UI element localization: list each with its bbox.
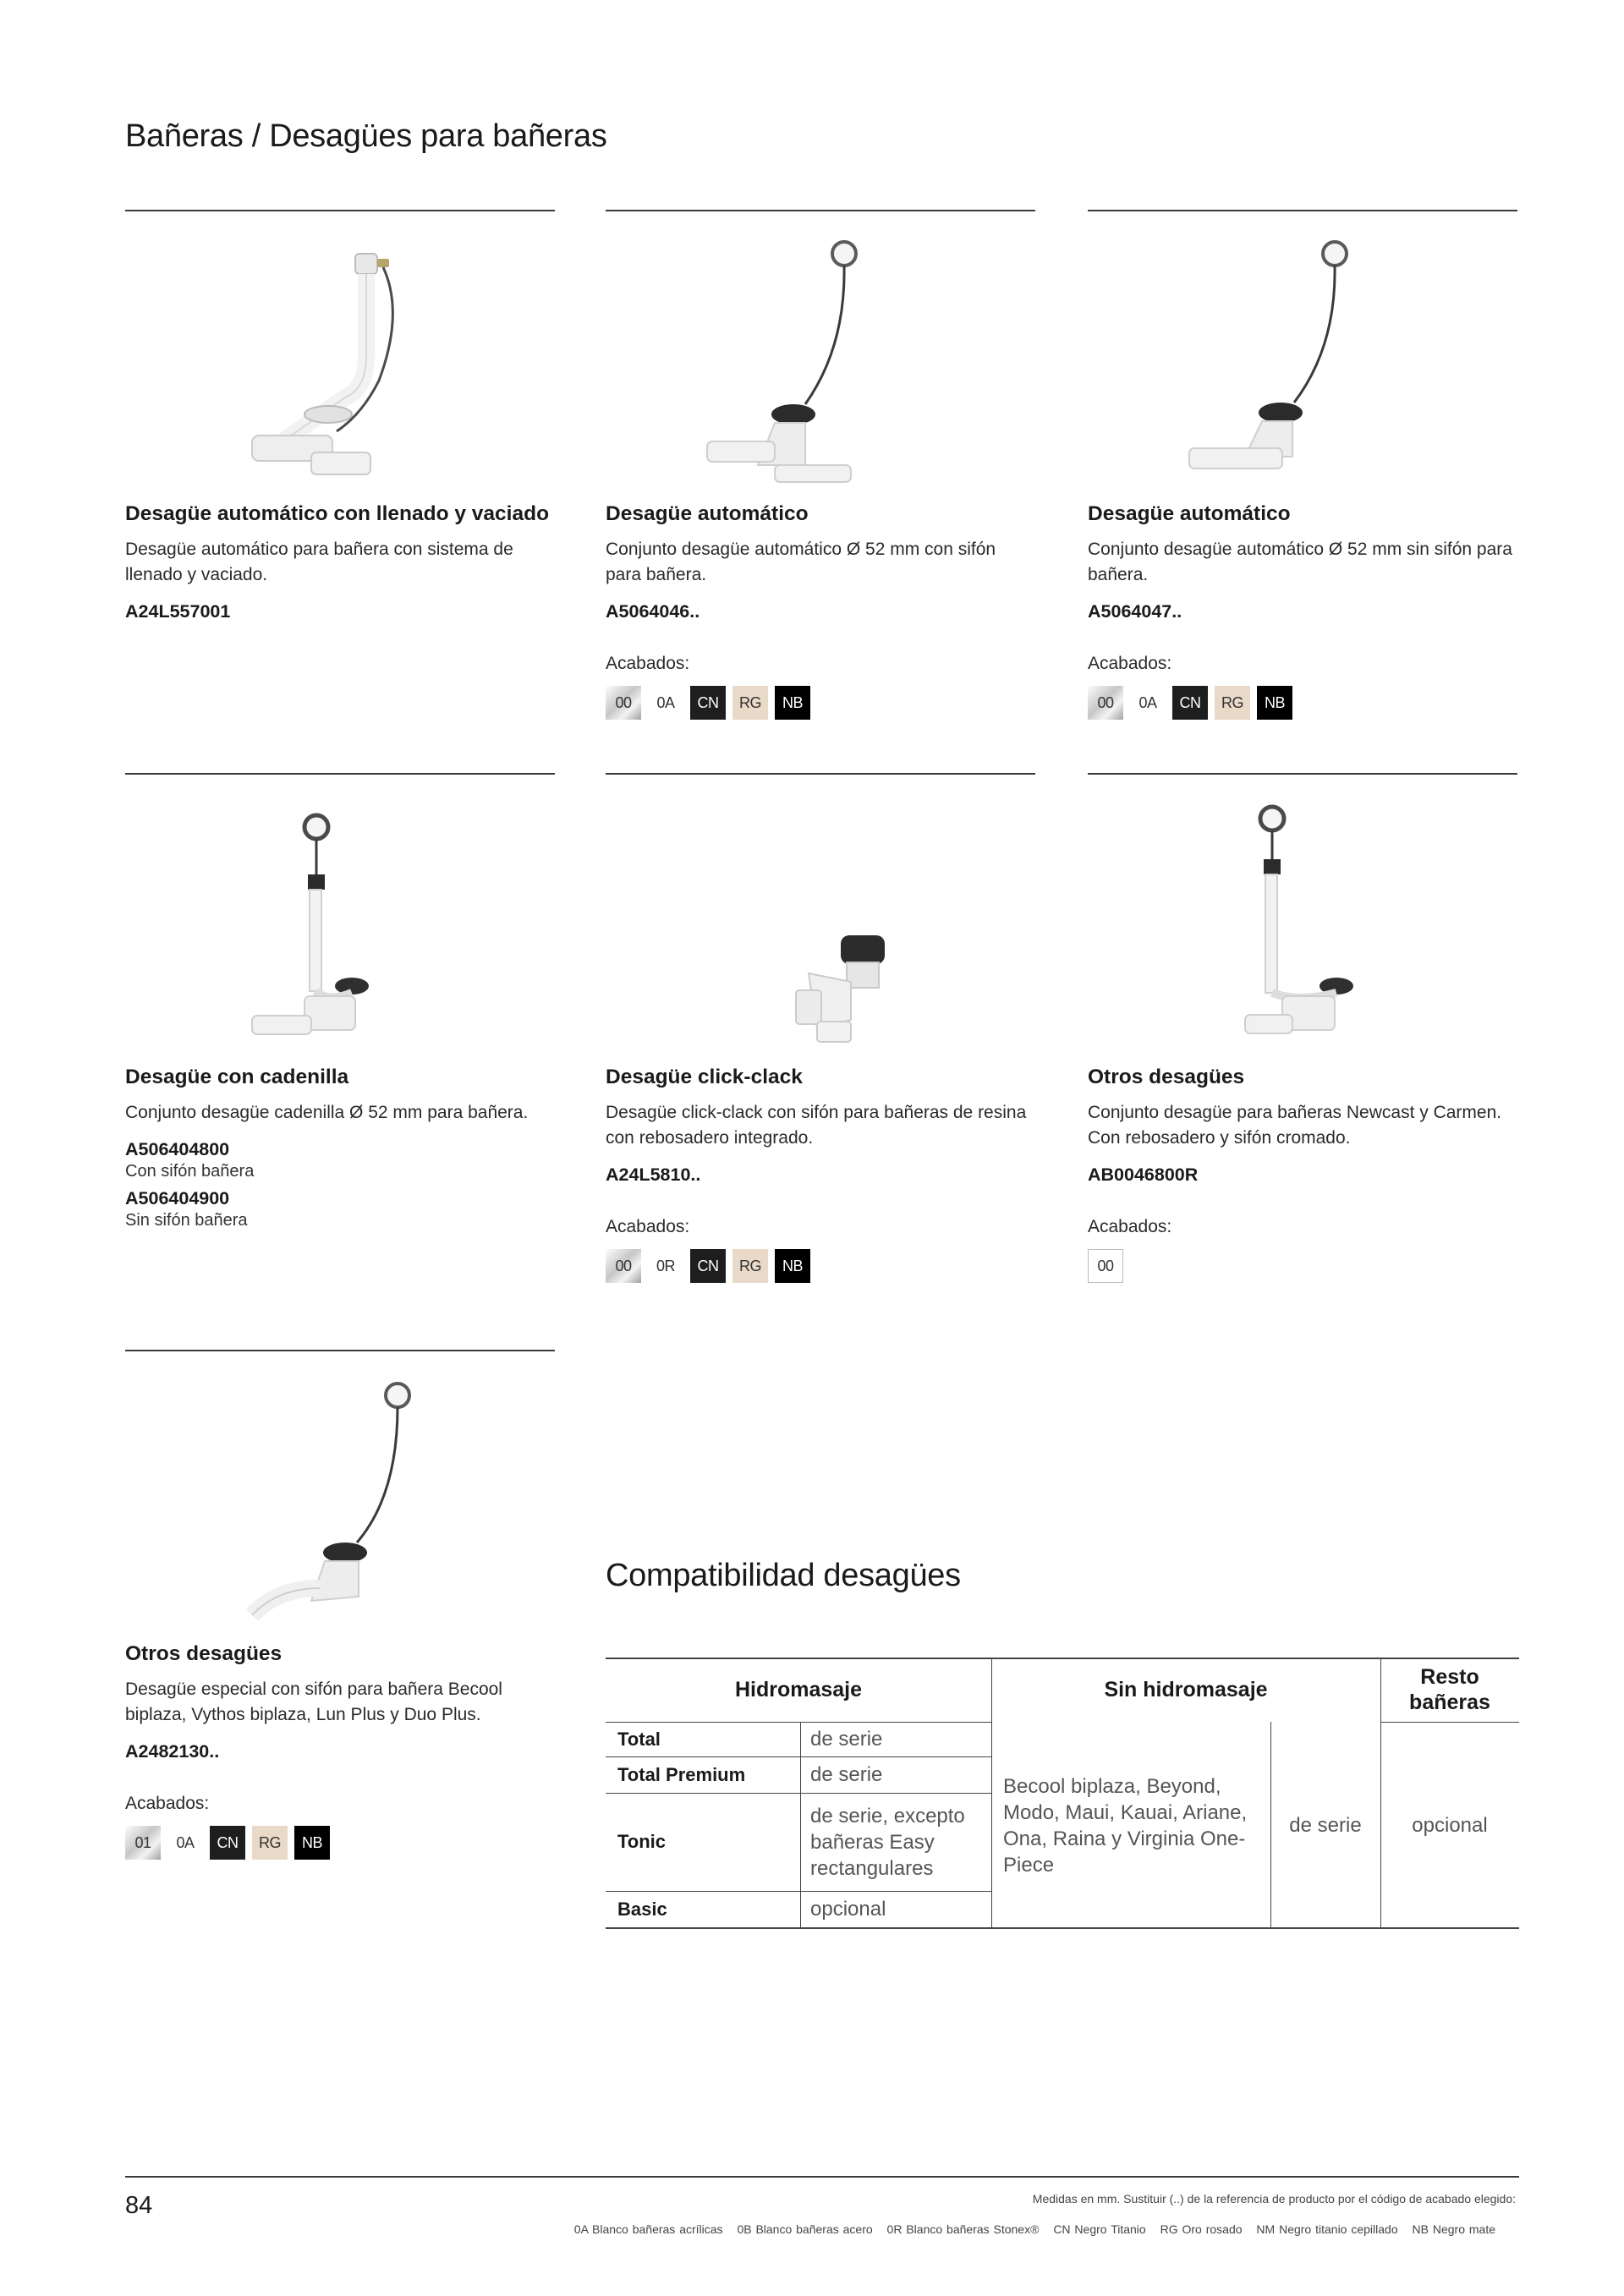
legend-item: 0R Blanco bañeras Stonex® [886, 2222, 1040, 2236]
legend-item: RG Oro rosado [1160, 2222, 1243, 2236]
finish-swatch-chrome: 00 [606, 686, 641, 720]
legend-item: NM Negro titanio cepillado [1256, 2222, 1398, 2236]
finishes-label: Acabados: [606, 654, 690, 673]
finish-swatches [606, 1249, 1035, 1283]
finishes-label: Acabados: [606, 1217, 690, 1236]
finish-swatch-white: 0A [648, 686, 683, 720]
finish-swatches [1088, 1249, 1517, 1283]
product-title: Otros desagües [125, 1642, 283, 1665]
product-image-click-clack-drain [606, 775, 1035, 1054]
finish-swatches [606, 686, 1035, 720]
product-description: Conjunto desagüe para bañeras Newcast y Carmen. Con rebosadero y sifón cromado. [1088, 1103, 1502, 1148]
product-title: Desagüe con cadenilla [125, 1066, 349, 1088]
finish-swatch-white: 0A [167, 1826, 203, 1860]
legend-item: 0B Blanco bañeras acero [737, 2222, 873, 2236]
finish-swatch-matte-black: NB [775, 686, 810, 720]
product-title: Desagüe automático [606, 502, 809, 525]
resto-baneras-value: opcional [1412, 1813, 1488, 1837]
finish-swatches [1088, 686, 1517, 720]
legend-item: NB Negro mate [1412, 2222, 1495, 2236]
finish-swatch-matte-black: NB [1257, 686, 1292, 720]
product-code: A5064047.. [1088, 601, 1182, 622]
header-resto-baneras: Resto bañeras [1409, 1665, 1490, 1714]
sin-hidromasaje-models: Becool biplaza, Beyond, Modo, Maui, Kauai, Ariane, Ona, Raina y Virginia One-Piece [1003, 1774, 1248, 1877]
finish-swatch-chrome: 00 [606, 1249, 641, 1283]
finish-swatch-white: 0A [1130, 686, 1166, 720]
legend-item: CN Negro Titanio [1053, 2222, 1146, 2236]
finish-swatch-matte-black: NB [775, 1249, 810, 1283]
finish-swatch-chrome: 01 [125, 1826, 161, 1860]
product-title: Desagüe automático [1088, 502, 1291, 525]
row-value-basic: opcional [810, 1898, 886, 1921]
product-code-note: Sin sifón bañera [125, 1211, 248, 1230]
product-code: A2482130.. [125, 1741, 220, 1762]
sin-hidromasaje-value: de serie [1289, 1813, 1362, 1837]
product-description: Conjunto desagüe cadenilla Ø 52 mm para bañera. [125, 1103, 529, 1122]
product-card-2 [606, 210, 1035, 720]
compat-title: Compatibilidad desagües [606, 1558, 961, 1593]
row-label-basic: Basic [617, 1898, 667, 1920]
product-card-5 [606, 773, 1035, 1283]
product-description: Desagüe especial con sifón para bañera Becool biplaza, Vythos biplaza, Lun Plus y Duo Plus. [125, 1680, 502, 1724]
row-value-total-premium: de serie [810, 1763, 883, 1786]
product-code: A506404900 [125, 1188, 230, 1208]
finish-swatch-titanium-black: CN [690, 686, 726, 720]
finish-swatch-rose-gold: RG [732, 686, 768, 720]
product-code: A24L5810.. [606, 1164, 701, 1185]
row-value-total: de serie [810, 1728, 883, 1751]
row-label-tonic: Tonic [617, 1831, 667, 1852]
legend-item: 0A Blanco bañeras acrílicas [573, 2222, 723, 2236]
finish-swatch-titanium-black: CN [210, 1826, 245, 1860]
product-code: A24L557001 [125, 601, 231, 622]
finish-code-legend [564, 2222, 1495, 2236]
product-image-special-drain [125, 1351, 555, 1630]
product-description: Conjunto desagüe automático Ø 52 mm con sifón para bañera. [606, 540, 996, 584]
product-card-4 [125, 773, 555, 1230]
product-code: A506404800 [125, 1139, 230, 1159]
footer-note: Medidas en mm. Sustituir (..) de la referencia de producto por el código de acabado elegido: [1032, 2192, 1516, 2206]
finish-swatch-chrome: 00 [1088, 686, 1123, 720]
finish-swatch-white: 0R [648, 1249, 683, 1283]
product-description: Desagüe click-clack con sifón para bañeras de resina con rebosadero integrado. [606, 1103, 1027, 1148]
product-image-drain-fill [125, 211, 555, 490]
row-value-tonic: de serie, excepto bañeras Easy rectangulares [810, 1804, 965, 1880]
page-title: Bañeras / Desagües para bañeras [125, 118, 607, 154]
finishes-label: Acabados: [125, 1794, 210, 1813]
product-image-automatic-drain [1088, 211, 1517, 490]
finish-swatch-titanium-black: CN [690, 1249, 726, 1283]
finish-swatch-titanium-black: CN [1172, 686, 1208, 720]
product-title: Desagüe click-clack [606, 1066, 803, 1088]
product-code-note: Con sifón bañera [125, 1162, 255, 1181]
product-card-3 [1088, 210, 1517, 720]
product-card-6 [1088, 773, 1517, 1283]
product-description: Conjunto desagüe automático Ø 52 mm sin sifón para bañera. [1088, 540, 1512, 584]
product-description: Desagüe automático para bañera con sistema de llenado y vaciado. [125, 540, 513, 584]
product-card-1 [125, 210, 555, 623]
header-hidromasaje: Hidromasaje [734, 1678, 863, 1701]
finish-swatch-rose-gold: RG [732, 1249, 768, 1283]
footer-divider [125, 2176, 1519, 2178]
product-code: AB0046800R [1088, 1164, 1199, 1185]
finish-swatch-rose-gold: RG [1215, 686, 1250, 720]
product-code: A5064046.. [606, 601, 700, 622]
product-title: Otros desagües [1088, 1066, 1245, 1088]
page-number: 84 [125, 2192, 153, 2219]
compat-table [606, 1658, 1519, 1929]
finish-swatch-chrome: 00 [1088, 1249, 1123, 1283]
finish-swatch-rose-gold: RG [252, 1826, 288, 1860]
product-title: Desagüe automático con llenado y vaciado [125, 502, 550, 525]
finish-swatch-matte-black: NB [294, 1826, 330, 1860]
header-sin-hidromasaje: Sin hidromasaje [1104, 1678, 1268, 1701]
row-label-total-premium: Total Premium [617, 1763, 746, 1785]
product-image-other-drain [1088, 775, 1517, 1054]
finish-swatches [125, 1826, 555, 1860]
product-image-automatic-drain [606, 211, 1035, 490]
finishes-label: Acabados: [1088, 1217, 1172, 1236]
finishes-label: Acabados: [1088, 654, 1172, 673]
product-image-chain-drain [125, 775, 555, 1054]
row-label-total: Total [617, 1728, 661, 1750]
product-card-7 [125, 1350, 555, 1860]
